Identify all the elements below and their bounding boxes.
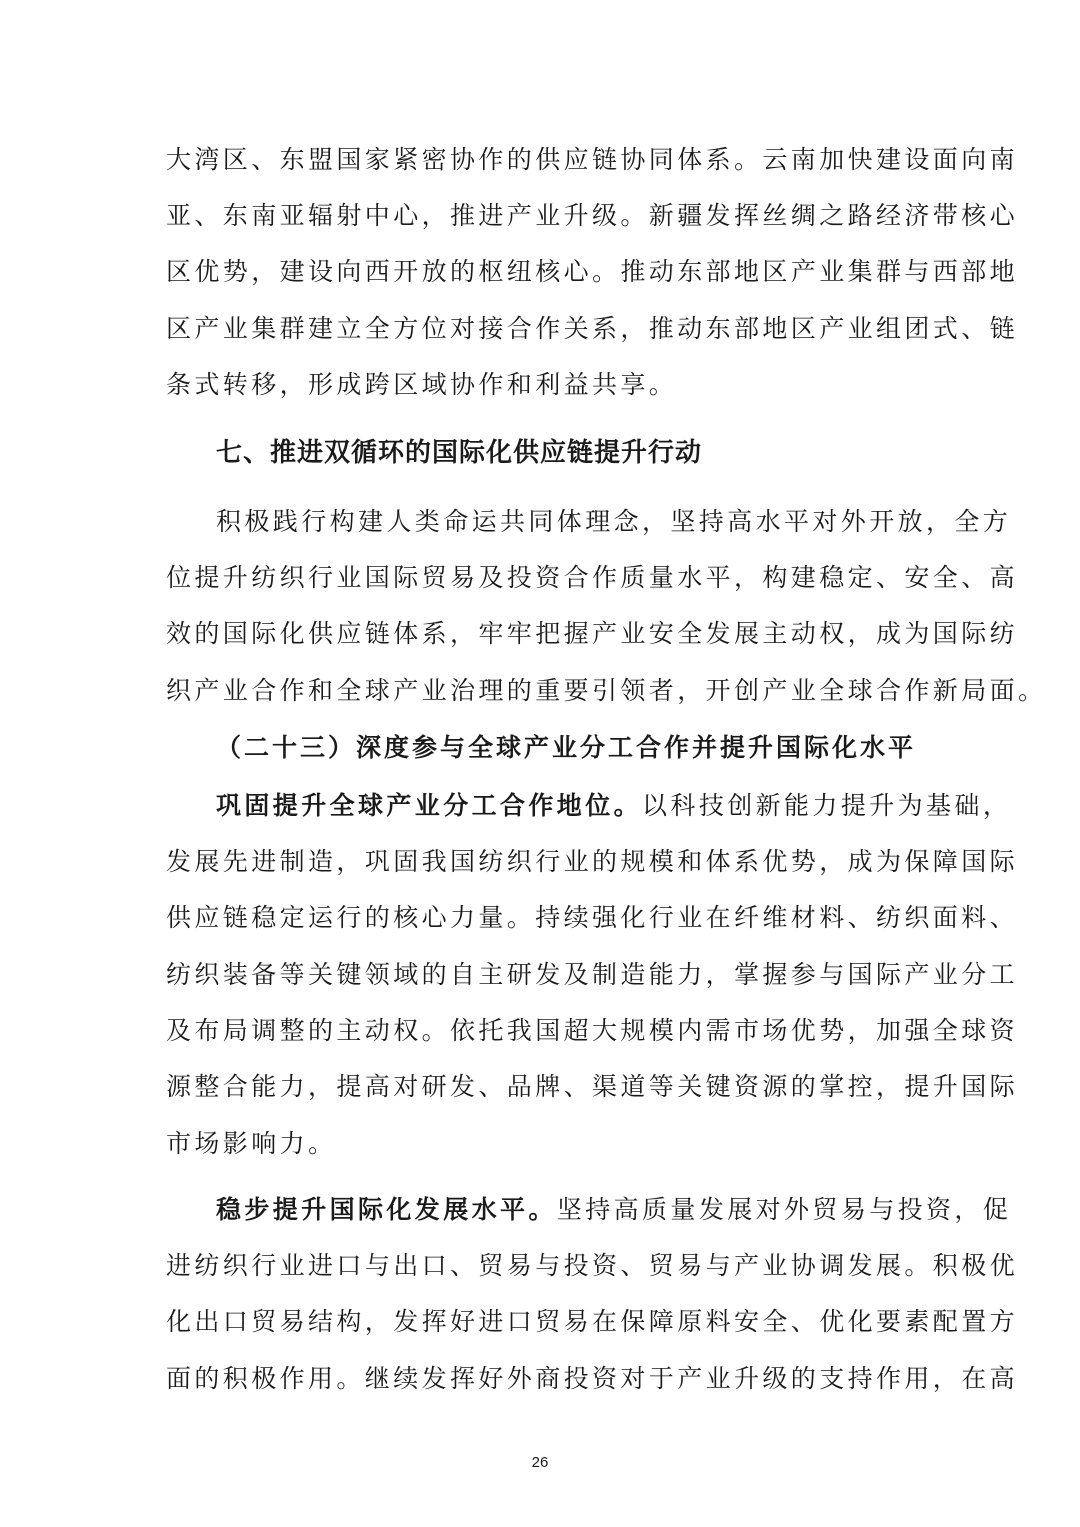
body-text-line: 条式转移，形成跨区域协作和利益共享。 xyxy=(166,370,678,399)
body-text-line: 进纺织行业进口与出口、贸易与投资、贸易与产业协调发展。积极优 xyxy=(166,1251,1019,1280)
paragraph-text: 坚持高质量发展对外贸易与投资，促 xyxy=(556,1195,1012,1224)
body-text-line: 区产业集群建立全方位对接合作关系，推动东部地区产业组团式、链 xyxy=(166,314,1019,343)
body-text-line: 供应链稳定运行的核心力量。持续强化行业在纤维材料、纺织面料、 xyxy=(166,903,1019,932)
body-text-line: 织产业合作和全球产业治理的重要引领者，开创产业全球合作新局面。 xyxy=(166,676,1047,705)
body-text-line xyxy=(216,790,1012,822)
body-text-line: 市场影响力。 xyxy=(166,1129,337,1158)
body-text-line: 亚、东南亚辐射中心，推进产业升级。新疆发挥丝绸之路经济带核心 xyxy=(166,201,1019,230)
body-text-line: 化出口贸易结构，发挥好进口贸易在保障原料安全、优化要素配置方 xyxy=(166,1307,1019,1336)
body-text-line: 纺织装备等关键领域的自主研发及制造能力，掌握参与国际产业分工 xyxy=(166,960,1019,989)
body-text-line: 面的积极作用。继续发挥好外商投资对于产业升级的支持作用，在高 xyxy=(166,1364,1019,1393)
body-text-line: 效的国际化供应链体系，牢牢把握产业安全发展主动权，成为国际纺 xyxy=(166,619,1019,648)
paragraph-lead: 稳步提升国际化发展水平。 xyxy=(216,1195,557,1224)
body-text-line xyxy=(216,1194,1012,1226)
paragraph-text: 以科技创新能力提升为基础， xyxy=(642,791,1012,820)
page-number: 26 xyxy=(531,1454,549,1471)
body-text-line: 及布局调整的主动权。依托我国超大规模内需市场优势，加强全球资 xyxy=(166,1016,1019,1045)
body-text-line: 区优势，建设向西开放的枢纽核心。推动东部地区产业集群与西部地 xyxy=(166,257,1019,286)
body-text-line: 大湾区、东盟国家紧密协作的供应链协同体系。云南加快建设面向南 xyxy=(166,145,1019,174)
section-heading: 七、推进双循环的国际化供应链提升行动 xyxy=(216,438,703,468)
subsection-heading: （二十三）深度参与全球产业分工合作并提升国际化水平 xyxy=(216,733,917,762)
body-text-line: 位提升纺织行业国际贸易及投资合作质量水平，构建稳定、安全、高 xyxy=(166,563,1019,592)
body-text-line: 源整合能力，提高对研发、品牌、渠道等关键资源的掌控，提升国际 xyxy=(166,1072,1019,1101)
paragraph-lead: 巩固提升全球产业分工合作地位。 xyxy=(216,791,643,820)
body-text-line: 发展先进制造，巩固我国纺织行业的规模和体系优势，成为保障国际 xyxy=(166,847,1019,876)
body-text-line: 积极践行构建人类命运共同体理念，坚持高水平对外开放，全方 xyxy=(216,507,1012,536)
